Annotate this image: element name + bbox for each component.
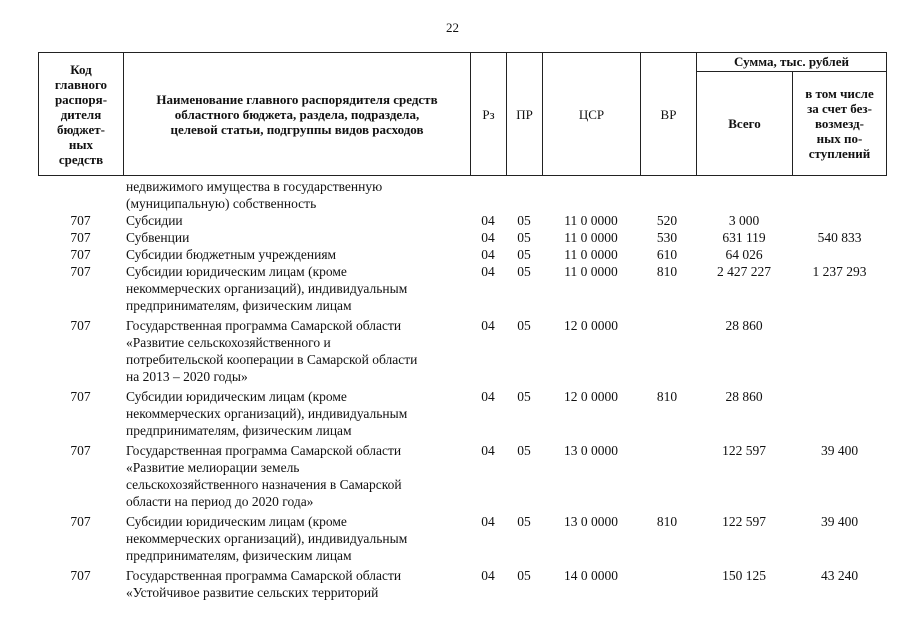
cell-code: 707: [70, 514, 91, 529]
header-code: [39, 53, 124, 175]
name-line: недвижимого имущества в государственную: [126, 179, 383, 194]
name-line: «Устойчивое развитие сельских территорий: [126, 585, 379, 600]
table-row: [38, 246, 887, 263]
cell-pr: 05: [517, 443, 531, 458]
cell-rz: 04: [481, 568, 495, 583]
cell-vr: 810: [656, 264, 678, 279]
header-line: бюджет-: [56, 121, 105, 137]
cell-incl: 540 833: [817, 230, 862, 245]
header-line: в том числе: [805, 86, 874, 101]
cell-total: 64 026: [725, 247, 763, 262]
cell-pr: 05: [517, 264, 531, 279]
cell-vr: 810: [656, 514, 678, 529]
table-row: [38, 442, 887, 510]
table-body: [38, 178, 887, 604]
header-csr: ЦСР: [543, 53, 641, 175]
cell-rz: 04: [481, 389, 495, 404]
cell-total: 122 597: [722, 514, 766, 529]
cell-code: 707: [70, 318, 91, 333]
cell-csr: 11 0 0000: [564, 247, 618, 262]
name-line: на 2013 – 2020 годы»: [126, 369, 248, 384]
cell-rz: 04: [481, 318, 495, 333]
name-line: сельскохозяйственного назначения в Самарской: [126, 477, 402, 492]
cell-code: 707: [70, 568, 91, 583]
header-line: ных: [68, 136, 94, 152]
header-name: [124, 53, 471, 175]
cell-csr: 11 0 0000: [564, 264, 618, 279]
name-line: области на период до 2020 года»: [126, 494, 314, 509]
header-line: возмезд-: [815, 116, 864, 131]
name-line: некоммерческих организаций), индивидуальным: [126, 406, 408, 421]
cell-code: 707: [70, 264, 91, 279]
cell-total: 150 125: [722, 568, 766, 583]
table-row: [38, 263, 887, 314]
name-line: Субвенции: [126, 230, 190, 245]
cell-code: 707: [70, 443, 91, 458]
name-line: Субсидии юридическим лицам (кроме: [126, 514, 347, 529]
cell-csr: 12 0 0000: [564, 389, 618, 404]
header-line: областного бюджета, раздела, подраздела,: [174, 106, 420, 122]
name-line: Субсидии: [126, 213, 183, 228]
table-row: [38, 388, 887, 439]
cell-vr: 530: [656, 230, 678, 245]
header-line: Наименование главного распорядителя средств: [156, 91, 438, 107]
table-row: [38, 567, 887, 601]
cell-incl: 39 400: [820, 443, 859, 458]
name-line: «Развитие мелиорации земель: [126, 460, 300, 475]
cell-name: [126, 442, 471, 510]
name-line: предпринимателям, физическим лицам: [126, 423, 352, 438]
cell-pr: 05: [517, 318, 531, 333]
header-line: Код: [70, 61, 92, 77]
cell-name: [126, 178, 471, 212]
name-line: (муниципальную) собственность: [126, 196, 317, 211]
cell-pr: 05: [517, 389, 531, 404]
cell-name: [126, 246, 471, 263]
name-line: Государственная программа Самарской области: [126, 443, 402, 458]
cell-name: [126, 263, 471, 314]
cell-csr: 11 0 0000: [564, 213, 618, 228]
name-line: Субсидии юридическим лицам (кроме: [126, 389, 347, 404]
cell-incl: 1 237 293: [812, 264, 867, 279]
cell-total: 3 000: [728, 213, 760, 228]
cell-csr: 14 0 0000: [564, 568, 618, 583]
cell-pr: 05: [517, 230, 531, 245]
cell-total: 28 860: [725, 389, 763, 404]
page-number: 22: [446, 20, 459, 35]
name-line: Субсидии бюджетным учреждениям: [126, 247, 337, 262]
header-incl: [793, 72, 886, 175]
cell-name: [126, 317, 471, 385]
cell-pr: 05: [517, 247, 531, 262]
header-line: ступлений: [808, 146, 871, 161]
table-row: [38, 178, 887, 212]
table-row: [38, 513, 887, 564]
header-line: дителя: [60, 106, 102, 122]
cell-code: 707: [70, 389, 91, 404]
cell-csr: 11 0 0000: [564, 230, 618, 245]
cell-rz: 04: [481, 443, 495, 458]
cell-vr: 610: [656, 247, 678, 262]
name-line: Государственная программа Самарской области: [126, 318, 402, 333]
table-header: [38, 52, 887, 176]
cell-vr: 810: [656, 389, 678, 404]
header-line: распоря-: [54, 91, 108, 107]
header-pr: ПР: [507, 53, 543, 175]
header-vr: ВР: [641, 53, 697, 175]
cell-code: 707: [70, 230, 91, 245]
header-line: целевой статьи, подгруппы видов расходов: [170, 121, 424, 137]
name-line: некоммерческих организаций), индивидуальным: [126, 531, 408, 546]
table-row: [38, 212, 887, 229]
header-total: Всего: [697, 72, 793, 175]
cell-pr: 05: [517, 568, 531, 583]
name-line: Государственная программа Самарской области: [126, 568, 402, 583]
cell-csr: 13 0 0000: [564, 514, 618, 529]
cell-rz: 04: [481, 213, 495, 228]
cell-rz: 04: [481, 247, 495, 262]
cell-incl: 43 240: [820, 568, 859, 583]
cell-name: [126, 388, 471, 439]
name-line: потребительской кооперации в Самарской области: [126, 352, 418, 367]
name-line: «Развитие сельскохозяйственного и: [126, 335, 331, 350]
header-rz: Рз: [471, 53, 507, 175]
cell-pr: 05: [517, 514, 531, 529]
cell-name: [126, 513, 471, 564]
header-line: главного: [54, 76, 108, 92]
name-line: некоммерческих организаций), индивидуальным: [126, 281, 408, 296]
cell-code: 707: [70, 213, 91, 228]
cell-vr: 520: [656, 213, 678, 228]
header-line: за счет без-: [807, 101, 872, 116]
name-line: Субсидии юридическим лицам (кроме: [126, 264, 347, 279]
cell-pr: 05: [517, 213, 531, 228]
cell-incl: 39 400: [820, 514, 859, 529]
header-sum-title: Сумма, тыс. рублей: [697, 53, 886, 72]
table-row: [38, 229, 887, 246]
cell-total: 2 427 227: [717, 264, 771, 279]
cell-name: [126, 567, 471, 601]
cell-code: 707: [70, 247, 91, 262]
cell-name: [126, 212, 471, 229]
name-line: предпринимателям, физическим лицам: [126, 548, 352, 563]
name-line: предпринимателям, физическим лицам: [126, 298, 352, 313]
cell-rz: 04: [481, 264, 495, 279]
cell-name: [126, 229, 471, 246]
cell-total: 122 597: [722, 443, 766, 458]
header-line: ных по-: [816, 131, 863, 146]
cell-rz: 04: [481, 230, 495, 245]
cell-csr: 12 0 0000: [564, 318, 618, 333]
cell-csr: 13 0 0000: [564, 443, 618, 458]
header-line: средств: [58, 151, 104, 167]
table-row: [38, 317, 887, 385]
cell-total: 631 119: [722, 230, 766, 245]
cell-rz: 04: [481, 514, 495, 529]
cell-total: 28 860: [725, 318, 763, 333]
